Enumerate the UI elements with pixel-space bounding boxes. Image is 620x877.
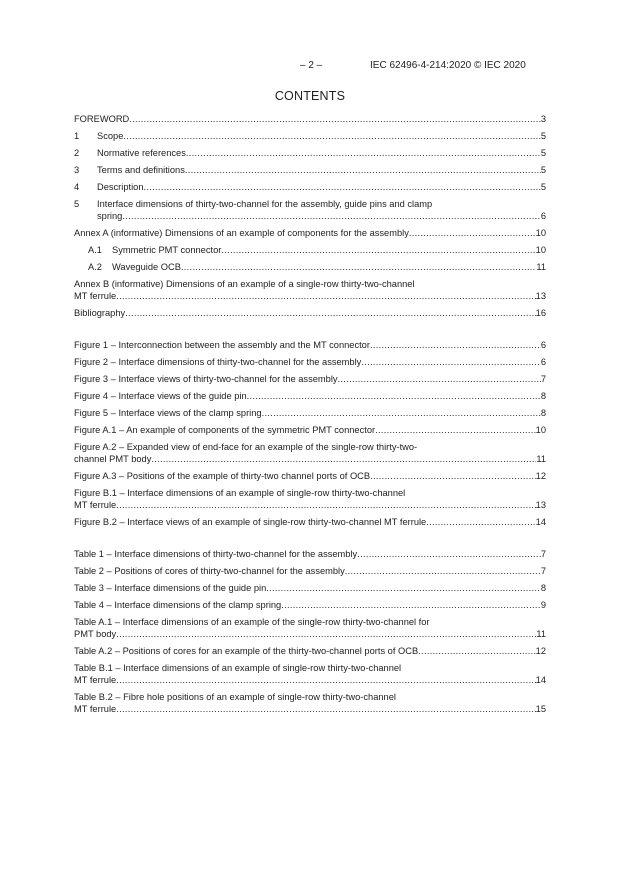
toc-entry-page[interactable]: 7 <box>540 549 546 559</box>
dot-leader <box>116 674 535 686</box>
toc-group-tables <box>74 548 546 715</box>
toc-entry[interactable] <box>74 487 546 511</box>
toc-entry-text[interactable]: Normative references <box>97 148 186 158</box>
toc-entry-line <box>74 645 546 657</box>
dot-leader <box>123 130 540 142</box>
toc-entry-line <box>74 424 546 436</box>
toc-entry-text[interactable]: Figure 3 – Interface views of thirty-two-channel for the assembly <box>74 374 338 384</box>
toc-entry-line <box>74 164 546 176</box>
toc-entry-line <box>74 210 546 222</box>
toc-entry-page[interactable]: 7 <box>540 566 546 576</box>
toc-entry-page[interactable]: 6 <box>540 211 546 221</box>
toc-entry-line <box>74 616 546 628</box>
dot-leader <box>181 261 536 273</box>
dot-leader <box>186 147 541 159</box>
dot-leader <box>185 164 541 176</box>
toc-entry-line <box>74 499 546 511</box>
toc-entry-line <box>74 244 546 256</box>
toc-entry-line <box>74 130 546 142</box>
toc-entry[interactable] <box>74 582 546 594</box>
toc-entry-page[interactable]: 12 <box>535 471 546 481</box>
toc-entry-text[interactable]: Scope <box>97 131 124 141</box>
toc-entry[interactable] <box>74 691 546 715</box>
toc-entry[interactable] <box>74 662 546 686</box>
dot-leader <box>281 599 541 611</box>
dot-leader <box>151 453 536 465</box>
toc-entry-line <box>74 662 546 674</box>
page-number: – 2 – <box>300 60 323 71</box>
toc-entry[interactable] <box>74 356 546 368</box>
dot-leader <box>338 373 541 385</box>
toc-entry-line <box>74 582 546 594</box>
toc-entry-line <box>74 516 546 528</box>
toc-entry-line <box>74 290 546 302</box>
toc-entry-page[interactable]: 10 <box>535 425 546 435</box>
toc-entry-number: 4 <box>74 182 80 192</box>
toc-entry-line <box>74 307 546 319</box>
toc-entry-page[interactable]: 7 <box>540 374 546 384</box>
toc-entry-page[interactable]: 14 <box>535 517 546 527</box>
dot-leader <box>221 244 535 256</box>
toc-entry-text[interactable]: Table B.1 – Interface dimensions of an example of single-row thirty-two-channel <box>74 663 402 673</box>
toc-entry-number: A.1 <box>88 245 102 255</box>
toc-entry-page[interactable]: 8 <box>540 408 546 418</box>
toc-entry-page[interactable]: 8 <box>540 583 546 593</box>
toc-entry[interactable] <box>74 164 546 176</box>
toc-entry[interactable] <box>74 599 546 611</box>
dot-leader <box>370 470 536 482</box>
toc-entry-text[interactable]: Figure 1 – Interconnection between the assembly and the MT connector <box>74 340 370 350</box>
toc-entry-page[interactable]: 8 <box>540 391 546 401</box>
toc-entry[interactable] <box>74 565 546 577</box>
toc-entry-number-spacer <box>74 210 97 222</box>
toc-entry-page[interactable]: 14 <box>535 675 546 685</box>
toc-entry[interactable] <box>74 261 546 273</box>
toc-entry-text[interactable]: Table A.1 – Interface dimensions of an example of the single-row thirty-two-channel for <box>74 617 430 627</box>
toc-entry[interactable] <box>74 407 546 419</box>
toc-entry-text[interactable]: Table 3 – Interface dimensions of the guide pin <box>74 583 267 593</box>
dot-leader <box>116 703 535 715</box>
toc-entry-line <box>74 181 546 193</box>
toc-entry-page[interactable]: 12 <box>535 646 546 656</box>
dot-leader <box>361 356 541 368</box>
toc-entry-page[interactable]: 5 <box>540 182 546 192</box>
toc-entry-line <box>74 147 546 159</box>
toc-entry-number: 3 <box>74 165 80 175</box>
dot-leader <box>345 565 541 577</box>
toc-entry-text[interactable]: MT ferrule <box>74 675 117 685</box>
dot-leader <box>357 548 541 560</box>
toc-entry-page[interactable]: 11 <box>536 262 546 272</box>
toc-entry-text[interactable]: Waveguide OCB <box>112 262 181 272</box>
toc-entry-line <box>74 548 546 560</box>
toc-entry-line <box>74 565 546 577</box>
toc-entry-text[interactable]: Figure 5 – Interface views of the clamp spring <box>74 408 262 418</box>
dot-leader <box>262 407 541 419</box>
toc-entry-page[interactable]: 13 <box>535 291 546 301</box>
toc-entry-text[interactable]: Figure A.1 – An example of components of the symmetric PMT connector <box>74 425 376 435</box>
toc-entry-page[interactable]: 6 <box>540 357 546 367</box>
toc-entry[interactable] <box>74 645 546 657</box>
toc-entry[interactable] <box>74 424 546 436</box>
dot-leader <box>122 210 541 222</box>
toc-entry-text[interactable]: Table A.2 – Positions of cores for an example of the thirty-two-channel ports of OCB <box>74 646 419 656</box>
toc-entry-line <box>74 453 546 465</box>
toc-entry-page[interactable]: 10 <box>535 245 546 255</box>
dot-leader <box>125 307 535 319</box>
toc-entry-text[interactable]: Figure A.3 – Positions of the example of thirty-two channel ports of OCB <box>74 471 371 481</box>
dot-leader <box>266 582 541 594</box>
toc-entry-text[interactable]: Symmetric PMT connector <box>112 245 222 255</box>
toc-entry-page[interactable]: 11 <box>536 454 546 464</box>
toc-entry-text[interactable]: spring <box>97 211 123 221</box>
toc-entry-line <box>74 339 546 351</box>
toc-entry-page[interactable]: 5 <box>540 148 546 158</box>
toc-entry-page[interactable]: 16 <box>535 308 546 318</box>
toc-entry-text[interactable]: FOREWORD <box>74 114 130 124</box>
toc-entry-line <box>74 487 546 499</box>
toc-entry-line <box>74 674 546 686</box>
toc-entry-line <box>74 113 546 125</box>
toc-entry-text[interactable]: Interface dimensions of thirty-two-channel for the assembly, guide pins and clamp <box>97 199 433 209</box>
toc-entry-line <box>74 261 546 273</box>
dot-leader <box>375 424 536 436</box>
dot-leader <box>116 499 535 511</box>
toc-entry-text[interactable]: Bibliography <box>74 308 126 318</box>
toc-entry-text[interactable]: Figure 2 – Interface dimensions of thirty-two-channel for the assembly <box>74 357 362 367</box>
toc-entry-page[interactable]: 15 <box>535 704 546 714</box>
toc-entry-text[interactable]: MT ferrule <box>74 704 117 714</box>
toc-entry[interactable] <box>74 616 546 640</box>
toc-entry[interactable] <box>74 278 546 302</box>
toc-entry-line <box>74 691 546 703</box>
toc-group-figures <box>74 339 546 528</box>
dot-leader <box>418 645 535 657</box>
toc-entry-text[interactable]: Table 1 – Interface dimensions of thirty-two-channel for the assembly <box>74 549 358 559</box>
toc-entry-line <box>74 703 546 715</box>
dot-leader <box>144 181 541 193</box>
dot-leader <box>116 290 535 302</box>
toc-entry-line <box>74 356 546 368</box>
toc-group-contents <box>74 113 546 319</box>
toc-entry-text[interactable]: Annex A (informative) Dimensions of an example of components for the assembly <box>74 228 409 238</box>
dot-leader <box>409 227 536 239</box>
toc-entry[interactable] <box>74 181 546 193</box>
toc-entry-page[interactable]: 6 <box>540 340 546 350</box>
toc-entry-line <box>74 599 546 611</box>
toc-entry-text[interactable]: Terms and definitions <box>97 165 185 175</box>
toc-entry-number: 2 <box>74 148 80 158</box>
dot-leader <box>426 516 535 528</box>
page-title: CONTENTS <box>274 89 346 103</box>
toc-entry[interactable] <box>74 244 546 256</box>
toc-entry-page[interactable]: 3 <box>540 114 546 124</box>
toc-entry-line <box>74 407 546 419</box>
table-of-contents <box>74 113 546 720</box>
toc-entry-text[interactable]: Table 4 – Interface dimensions of the clamp spring <box>74 600 282 610</box>
toc-entry-text[interactable]: Description <box>97 182 144 192</box>
toc-entry-text[interactable]: MT ferrule <box>74 500 117 510</box>
toc-entry-page[interactable]: 5 <box>540 131 546 141</box>
dot-leader <box>247 390 541 402</box>
toc-entry-text[interactable]: Table B.2 – Fibre hole positions of an example of single-row thirty-two-channel <box>74 692 396 702</box>
toc-entry[interactable] <box>74 470 546 482</box>
toc-entry-page[interactable]: 9 <box>540 600 546 610</box>
toc-entry-line <box>74 198 546 210</box>
toc-entry-line <box>74 441 546 453</box>
toc-entry-text[interactable]: Figure A.2 – Expanded view of end-face for an example of the single-row thirty-two- <box>74 442 418 452</box>
toc-entry-text[interactable]: Figure B.2 – Interface views of an example of single-row thirty-two-channel MT ferrule <box>74 517 427 527</box>
toc-entry-line <box>74 373 546 385</box>
toc-entry-text[interactable]: PMT body <box>74 629 117 639</box>
toc-entry-page[interactable]: 5 <box>540 165 546 175</box>
toc-entry-text[interactable]: Figure 4 – Interface views of the guide pin <box>74 391 247 401</box>
toc-entry-number: A.2 <box>88 262 102 272</box>
toc-entry-page[interactable]: 13 <box>535 500 546 510</box>
dot-leader <box>129 113 541 125</box>
toc-entry-line <box>74 470 546 482</box>
toc-entry[interactable] <box>74 147 546 159</box>
toc-entry-text[interactable]: Figure B.1 – Interface dimensions of an example of single-row thirty-two-channel <box>74 488 406 498</box>
toc-entry-page[interactable]: 10 <box>535 228 546 238</box>
toc-entry-number: 5 <box>74 199 80 209</box>
toc-entry[interactable] <box>74 339 546 351</box>
toc-entry[interactable] <box>74 390 546 402</box>
toc-entry-line <box>74 390 546 402</box>
toc-entry[interactable] <box>74 516 546 528</box>
toc-entry-text[interactable]: MT ferrule <box>74 291 117 301</box>
toc-entry[interactable] <box>74 130 546 142</box>
toc-entry-text[interactable]: Table 2 – Positions of cores of thirty-two-channel for the assembly <box>74 566 345 576</box>
toc-entry-page[interactable]: 11 <box>536 629 546 639</box>
dot-leader <box>370 339 541 351</box>
toc-entry-line <box>74 628 546 640</box>
toc-entry-number: 1 <box>74 131 80 141</box>
toc-entry-text[interactable]: Annex B (informative) Dimensions of an example of a single-row thirty-two-channel <box>74 279 415 289</box>
toc-entry[interactable] <box>74 227 546 239</box>
toc-entry[interactable] <box>74 113 546 125</box>
dot-leader <box>116 628 536 640</box>
toc-entry-line <box>74 278 546 290</box>
toc-entry-line <box>74 227 546 239</box>
toc-entry[interactable] <box>74 198 546 222</box>
toc-entry[interactable] <box>74 307 546 319</box>
document-id: IEC 62496-4-214:2020 © IEC 2020 <box>370 60 526 71</box>
toc-entry-text[interactable]: channel PMT body <box>74 454 152 464</box>
toc-entry[interactable] <box>74 441 546 465</box>
toc-entry[interactable] <box>74 548 546 560</box>
toc-entry[interactable] <box>74 373 546 385</box>
